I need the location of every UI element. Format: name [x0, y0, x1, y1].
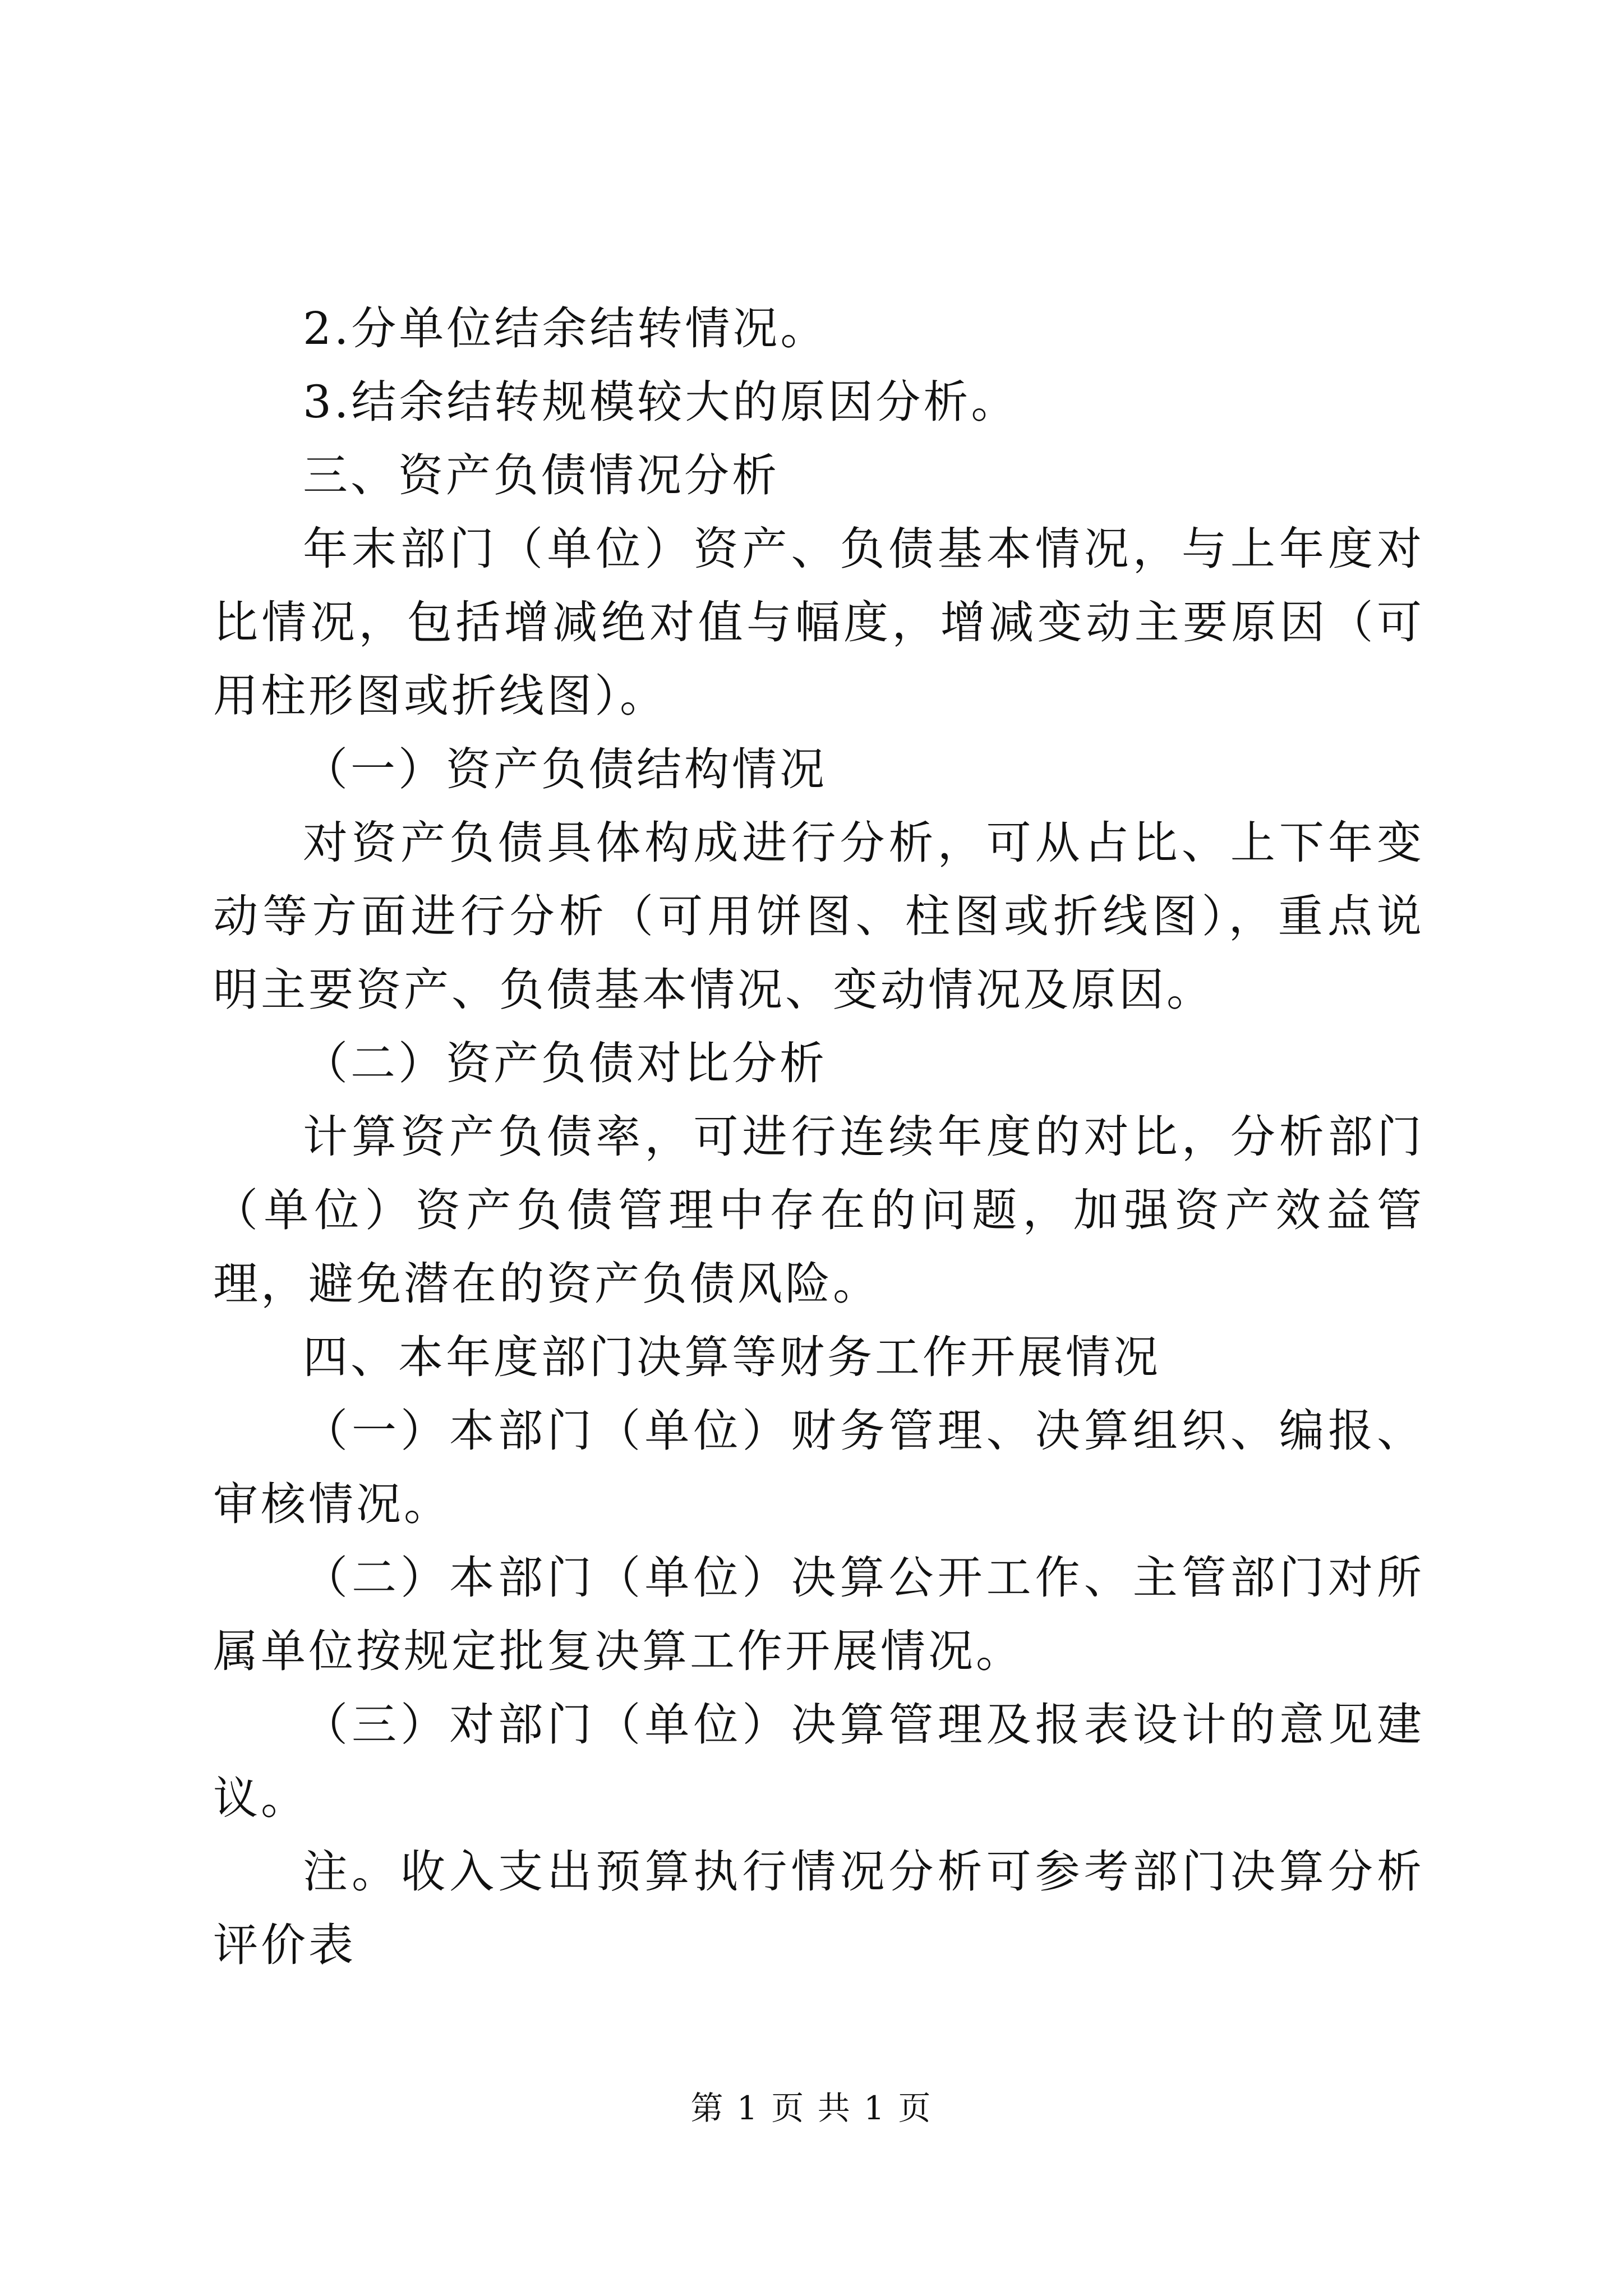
paragraph-1: 2.分单位结余结转情况。 [303, 302, 828, 355]
section-heading-4: 四、本年度部门决算等财务工作开展情况 [303, 1331, 1161, 1383]
page-footer: 第 1 页 共 1 页 [690, 2089, 933, 2127]
subheading-1: （一）资产负债结构情况 [303, 743, 827, 795]
paragraph-4: 年末部门（单位）资产、负债基本情况，与上年度对比情况，包括增减绝对值与幅度，增减变动主要原因（可用柱形图或折线图）。 [213, 523, 1424, 722]
paragraph-11: （二）本部门（单位）决算公开工作、主管部门对所属单位按规定批复决算工作开展情况。 [213, 1552, 1424, 1677]
note-paragraph: 注。收入支出预算执行情况分析可参考部门决算分析评价表 [213, 1846, 1424, 1971]
paragraph-10: （一）本部门（单位）财务管理、决算组织、编报、审核情况。 [213, 1405, 1424, 1530]
paragraph-8: 计算资产负债率，可进行连续年度的对比，分析部门（单位）资产负债管理中存在的问题，加强资产效益管理，避免潜在的资产负债风险。 [213, 1111, 1424, 1310]
document-body [213, 292, 1424, 1982]
paragraph-12: （三）对部门（单位）决算管理及报表设计的意见建议。 [213, 1699, 1424, 1824]
paragraph-6: 对资产负债具体构成进行分析，可从占比、上下年变动等方面进行分析（可用饼图、柱图或折线图），重点说明主要资产、负债基本情况、变动情况及原因。 [213, 817, 1424, 1016]
section-heading-3: 三、资产负债情况分析 [303, 449, 780, 501]
subheading-2: （二）资产负债对比分析 [303, 1037, 827, 1089]
paragraph-2: 3.结余结转规模较大的原因分析。 [303, 376, 1019, 428]
